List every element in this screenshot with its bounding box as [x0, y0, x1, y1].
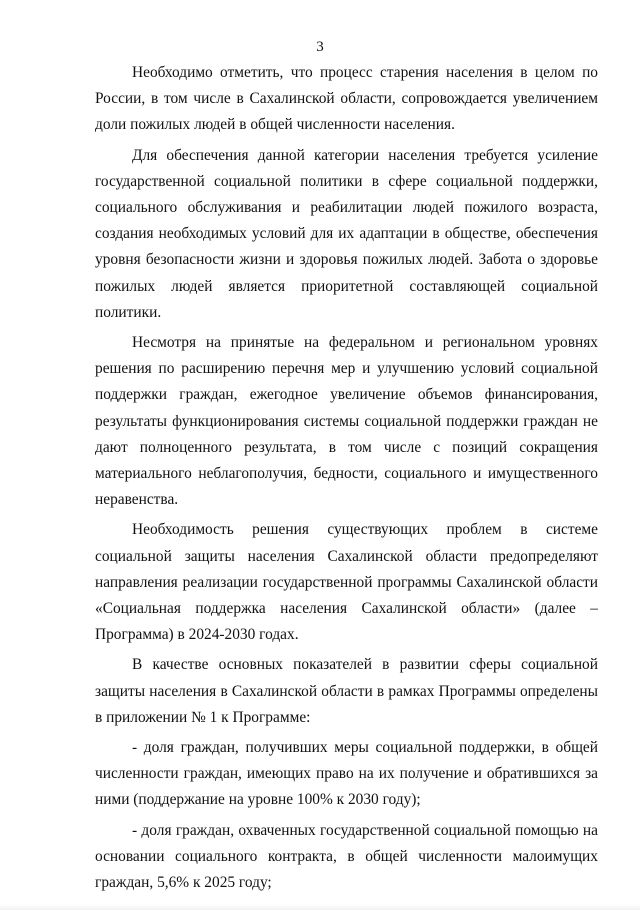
paragraph-indicators-intro: В качестве основных показателей в развитии сферы социальной защиты населения в Сахалинской области в рамках Программы определены в приложении № 1 к Программе: [95, 656, 598, 726]
page-number: 3 [316, 39, 324, 55]
list-item-indicator-2: - доля граждан, охваченных государственной социальной помощью на основании социального контракта, в общей численности малоимущих граждан, 5,6% к 2025 году; [95, 821, 598, 892]
list-item-indicator-1: - доля граждан, получивших меры социальной поддержки, в общей численности граждан, имеющих право на их получение и обратившихся за ними (поддержание на уровне 100% к 2030 году); [95, 739, 598, 809]
document-body [95, 60, 598, 900]
paragraph-social-policy: Для обеспечения данной категории населения требуется усиление государственной социальной политики в сфере социальной поддержки, социального обслуживания и реабилитации людей пожилого возраста, создания необходимых условий для их адаптации в обществе, обеспечения уровня безопасности жизни и здоровья пожилых людей. Забота о здоровье пожилых людей является приоритетной составляющей социальной политики. [95, 146, 598, 321]
scan-edge-shadow [0, 904, 640, 910]
paragraph-support-results: Несмотря на принятые на федеральном и региональном уровнях решения по расширению перечня мер и улучшению условий социальной поддержки граждан, ежегодное увеличение объемов финансирования, результаты функционирования системы социальной поддержки граждан не дают полноценного результата, в том числе с позиций сокращения материального неблагополучия, бедности, социального и имущественного неравенства. [95, 334, 598, 509]
paragraph-aging-population: Необходимо отметить, что процесс старения населения в целом по России, в том числе в Сахалинской области, сопровождается увеличением доли пожилых людей в общей численности населения. [95, 64, 598, 134]
paragraph-program-directions: Необходимость решения существующих проблем в системе социальной защиты населения Сахалинской области предопределяют направления реализации государственной программы Сахалинской области «Социальная поддержка населения Сахалинской области» (далее – Программа) в 2024-2030 годах. [95, 521, 598, 644]
